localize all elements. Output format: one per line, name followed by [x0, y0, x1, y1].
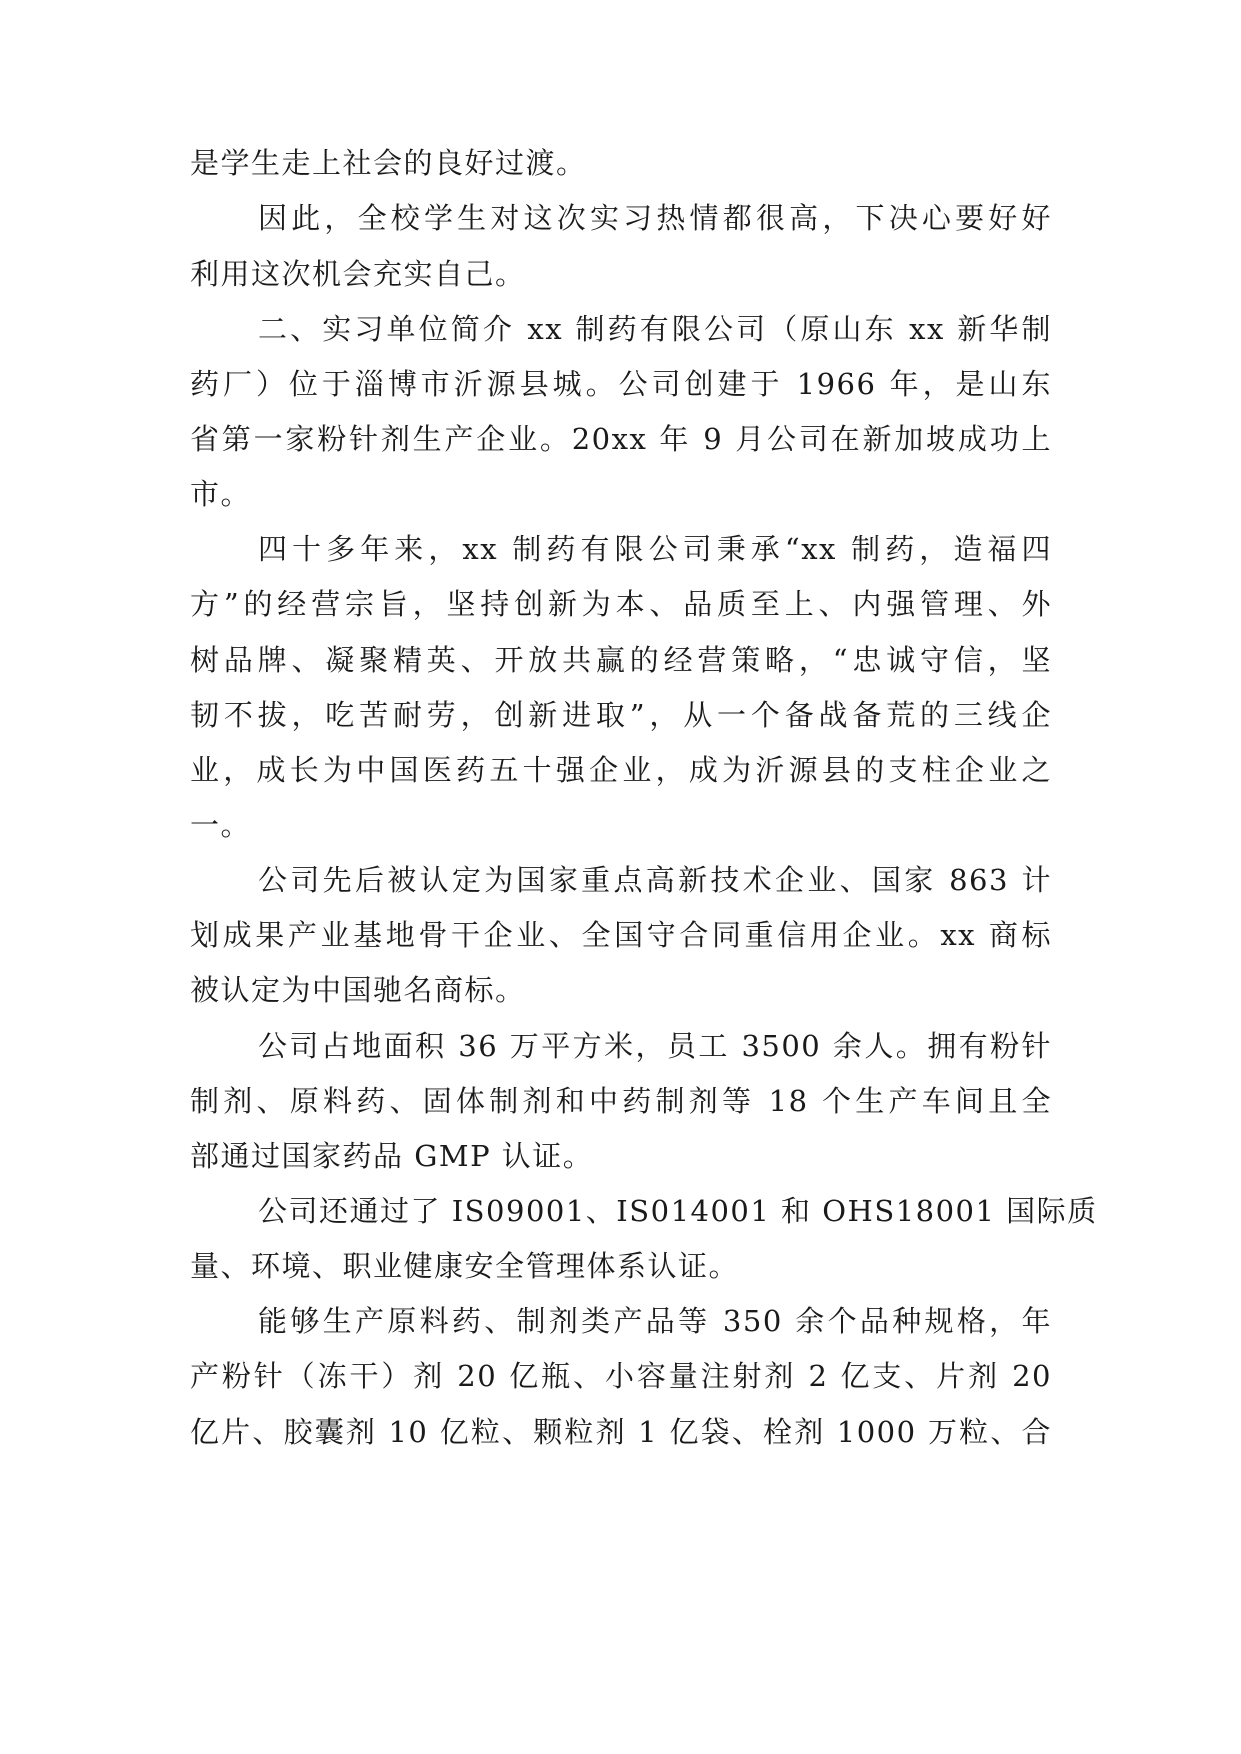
text-line: 公司先后被认定为国家重点高新技术企业、国家 863 计	[258, 863, 1052, 897]
text-line: 公司占地面积 36 万平方米，员工 3500 余人。拥有粉针	[258, 1029, 1052, 1063]
text-line: 是学生走上社会的良好过渡。	[190, 146, 587, 180]
text-line: 被认定为中国驰名商标。	[190, 973, 526, 1007]
text-line: 二、实习单位简介 xx 制药有限公司（原山东 xx 新华制	[258, 312, 1052, 346]
text-line: 划成果产业基地骨干企业、全国守合同重信用企业。xx 商标	[190, 918, 1052, 952]
text-line: 量、环境、职业健康安全管理体系认证。	[190, 1249, 740, 1283]
text-line: 韧不拔，吃苦耐劳，创新进取”，从一个备战备荒的三线企	[190, 698, 1052, 732]
text-line: 方”的经营宗旨，坚持创新为本、品质至上、内强管理、外	[190, 587, 1052, 621]
text-line: 能够生产原料药、制剂类产品等 350 余个品种规格，年	[258, 1304, 1052, 1338]
text-line: 一。	[190, 808, 252, 842]
text-line: 亿片、胶囊剂 10 亿粒、颗粒剂 1 亿袋、栓剂 1000 万粒、合	[190, 1415, 1052, 1449]
text-line: 产粉针（冻干）剂 20 亿瓶、小容量注射剂 2 亿支、片剂 20	[190, 1359, 1052, 1393]
text-line: 树品牌、凝聚精英、开放共赢的经营策略，“忠诚守信，坚	[190, 643, 1052, 677]
text-line: 省第一家粉针剂生产企业。20xx 年 9 月公司在新加坡成功上	[190, 422, 1052, 456]
text-line: 公司还通过了 IS09001、IS014001 和 OHS18001 国际质	[258, 1194, 1098, 1228]
text-line: 制剂、原料药、固体制剂和中药制剂等 18 个生产车间且全	[190, 1084, 1052, 1118]
text-line: 药厂）位于淄博市沂源县城。公司创建于 1966 年，是山东	[190, 367, 1052, 401]
text-line: 四十多年来，xx 制药有限公司秉承“xx 制药，造福四	[258, 532, 1052, 566]
text-line: 利用这次机会充实自己。	[190, 257, 526, 291]
text-line: 部通过国家药品 GMP 认证。	[190, 1139, 594, 1173]
text-line: 因此，全校学生对这次实习热情都很高，下决心要好好	[258, 201, 1052, 235]
text-line: 市。	[190, 477, 252, 511]
text-line: 业，成长为中国医药五十强企业，成为沂源县的支柱企业之	[190, 753, 1052, 787]
